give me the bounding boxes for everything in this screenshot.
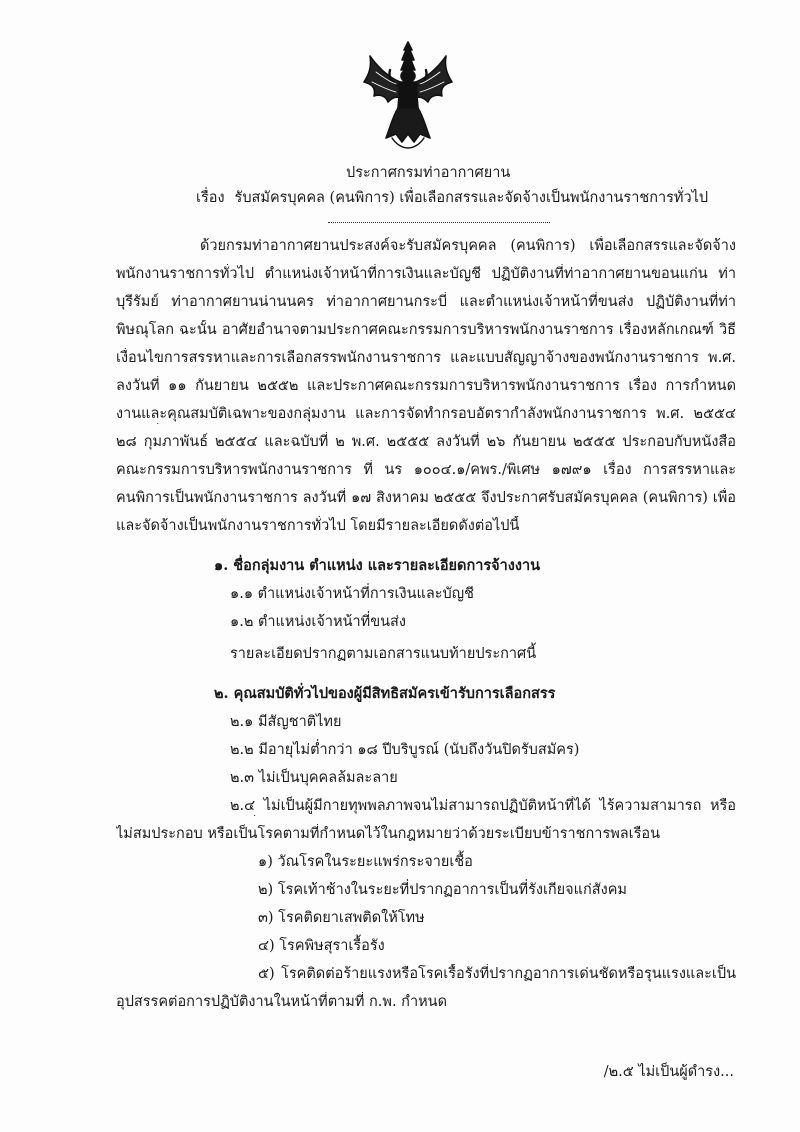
subject-text: รับสมัครบุคคล (คนพิการ) เพื่อเลือกสรรและจัดจ้างเป็นพนักงานราชการทั่วไป	[234, 190, 709, 206]
section-2-item: ๒.๑ มีสัญชาติไทย	[230, 714, 342, 730]
subject-label: เรื่อง	[196, 190, 225, 206]
announcement-title: ประกาศกรมท่าอากาศยาน	[346, 165, 511, 181]
intro-line: งานและคุณสมบัติเฉพาะของกลุ่มงาน และการจัดทำกรอบอัตรากำลังพนักงานราชการ พ.ศ. ๒๕๕๔	[116, 406, 736, 422]
disease-item: ๓) โรคติดยาเสพติดให้โทษ	[258, 910, 425, 926]
intro-line: ด้วยกรมท่าอากาศยานประสงค์จะรับสมัครบุคคล (คนพิการ) เพื่อเลือกสรรและจัดจ้าง	[200, 238, 736, 254]
disease-item-5-cont: อุปสรรคต่อการปฏิบัติงานในหน้าที่ตามที่ ก.พ. กำหนด	[116, 994, 447, 1010]
intro-line: ลงวันที่ ๑๑ กันยายน ๒๕๕๒ และประกาศคณะกรรมการบริหารพนักงานราชการ เรื่อง การกำหนด	[116, 378, 736, 394]
section-2-item: ๒.๒ มีอายุไม่ต่ำกว่า ๑๘ ปีบริบูรณ์ (นับถึงวันปิดรับสมัคร)	[230, 742, 580, 758]
page-continuation: /๒.๕ ไม่เป็นผู้ดำรง...	[603, 1064, 734, 1080]
section-1-item: ๑.๑ ตำแหน่งเจ้าหน้าที่การเงินและบัญชี	[230, 586, 474, 602]
disease-item: ๑) วัณโรคในระยะแพร่กระจายเชื้อ	[258, 854, 473, 870]
separator-dotted-line	[328, 222, 550, 223]
section-1-note: รายละเอียดปรากฏตามเอกสารแนบท้ายประกาศนี้	[230, 646, 537, 662]
intro-line: คนพิการเป็นพนักงานราชการ ลงวันที่ ๑๗ สิงหาคม ๒๕๕๕ จึงประกาศรับสมัครบุคคล (คนพิการ) เพื่อ	[116, 490, 736, 506]
disease-item: ๒) โรคเท้าช้างในระยะที่ปรากฏอาการเป็นที่รังเกียจแก่สังคม	[258, 882, 627, 898]
disease-item-5: ๕) โรคติดต่อร้ายแรงหรือโรคเรื้อรังที่ปรากฏอาการเด่นชัดหรือรุนแรงและเป็น	[258, 966, 736, 982]
intro-line: เงื่อนไขการสรรหาและการเลือกสรรพนักงานราชการ และแบบสัญญาจ้างของพนักงานราชการ พ.ศ.	[116, 350, 736, 366]
intro-line: คณะกรรมการบริหารพนักงานราชการ ที่ นร ๑๐๐๔.๑/คพร./พิเศษ ๑๗๙๑ เรื่อง การสรรหาและ	[116, 462, 736, 478]
announcement-subject	[196, 188, 708, 208]
section-1-heading: ๑. ชื่อกลุ่มงาน ตำแหน่ง และรายละเอียดการจ้างงาน	[214, 557, 541, 574]
intro-line: ๒๘ กุมภาพันธ์ ๒๕๕๔ และฉบับที่ ๒ พ.ศ. ๒๕๕๕ ลงวันที่ ๒๖ กันยายน ๒๕๕๕ ประกอบกับหนังสือ	[116, 434, 736, 450]
section-2-heading: ๒. คุณสมบัติทั่วไปของผู้มีสิทธิสมัครเข้ารับการเลือกสรร	[214, 685, 556, 702]
section-2-item-2-4-cont: ไม่สมประกอบ หรือเป็นโรคตามที่กำหนดไว้ในกฎหมายว่าด้วยระเบียบข้าราชการพลเรือน	[116, 826, 661, 842]
section-2-item-2-4: ๒.๔ ไม่เป็นผู้มีกายทุพพลภาพจนไม่สามารถปฏิบัติหน้าที่ได้ ไร้ความสามารถ หรือ	[230, 798, 736, 814]
intro-line: บุรีรัมย์ ท่าอากาศยานน่านนคร ท่าอากาศยานกระบี่ และตำแหน่งเจ้าหน้าที่ขนส่ง ปฏิบัติงานที่ท่า	[116, 294, 736, 310]
disease-item: ๔) โรคพิษสุราเรื้อรัง	[258, 938, 385, 954]
garuda-emblem	[362, 38, 454, 150]
intro-line: พิษณุโลก ฉะนั้น อาศัยอำนาจตามประกาศคณะกรรมการบริหารพนักงานราชการ เรื่องหลักเกณฑ์ วิธี	[116, 322, 736, 338]
section-2-item: ๒.๓ ไม่เป็นบุคคลล้มละลาย	[230, 770, 398, 786]
section-1-item: ๑.๒ ตำแหน่งเจ้าหน้าที่ขนส่ง	[230, 614, 406, 630]
intro-line: และจัดจ้างเป็นพนักงานราชการทั่วไป โดยมีรายละเอียดดังต่อไปนี้	[116, 518, 520, 534]
intro-line: พนักงานราชการทั่วไป ตำแหน่งเจ้าหน้าที่การเงินและบัญชี ปฏิบัติงานที่ท่าอากาศยานขอนแก่น ท่า	[116, 266, 736, 282]
